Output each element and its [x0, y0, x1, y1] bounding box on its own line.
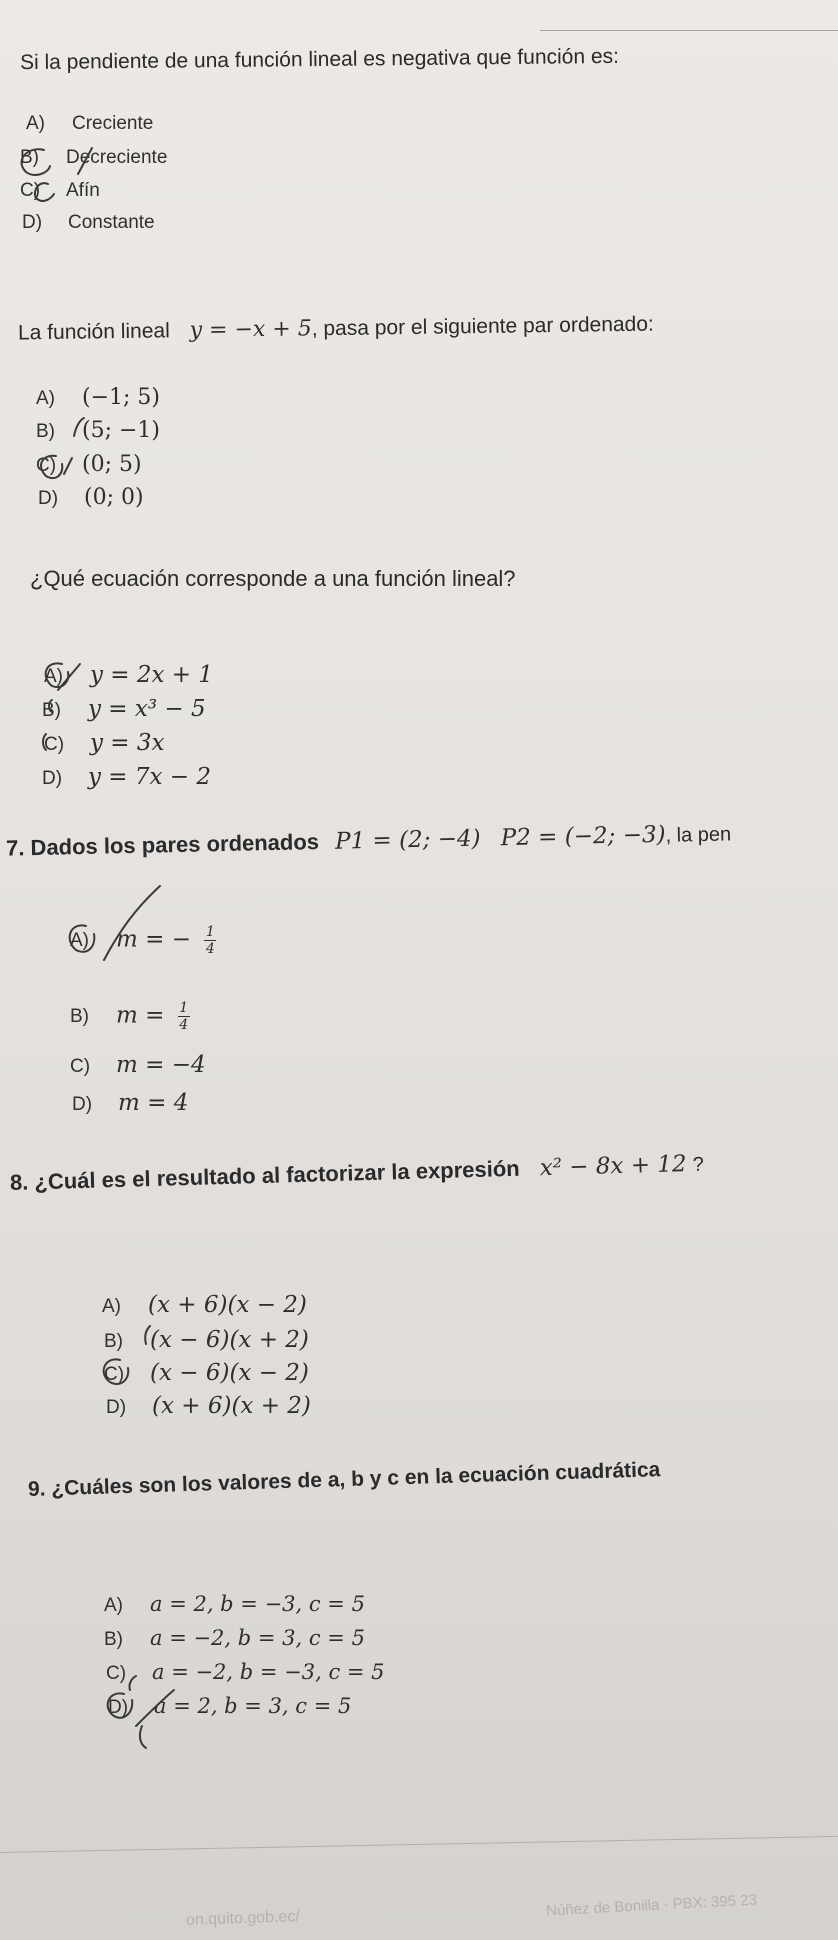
q6-title-post: , pasa por el siguiente par ordenado: — [311, 312, 654, 341]
q8-title-post: ? — [692, 1153, 705, 1176]
option-text: Creciente — [72, 113, 154, 134]
option-letter: C) — [106, 1663, 127, 1684]
option-text: a = 2, b = −3, c = 5 — [150, 1592, 365, 1616]
option-text: (x − 6)(x − 2) — [150, 1360, 309, 1386]
q8-title-pre: 8. ¿Cuál es el resultado al factorizar la expresión — [9, 1155, 520, 1195]
q6-equation: y = −x + 5 — [189, 316, 312, 344]
q7-option-a[interactable] — [70, 924, 216, 957]
fraction-lhs: m = − — [116, 926, 191, 953]
q9-option-a[interactable] — [104, 1592, 365, 1617]
option-text: Constante — [68, 212, 155, 233]
q5-option-a[interactable] — [26, 113, 153, 135]
qeq-option-b[interactable] — [42, 696, 206, 722]
option-letter: D) — [42, 768, 63, 789]
q6-title — [18, 312, 654, 346]
fraction-numerator: 1 — [179, 1000, 189, 1016]
q-equation-title: ¿Qué ecuación corresponde a una función lineal? — [30, 566, 516, 591]
q5-option-c[interactable] — [20, 180, 100, 202]
option-text: Afín — [66, 180, 100, 201]
option-text: Decreciente — [66, 147, 168, 168]
qeq-option-a[interactable] — [44, 662, 213, 688]
option-text: (0; 5) — [82, 452, 142, 477]
q7-point-1: P1 = (2; −4) — [334, 825, 481, 855]
q8-title — [10, 1151, 705, 1196]
q7-title-post: , la pen — [665, 823, 732, 847]
q8-option-c[interactable] — [104, 1360, 309, 1386]
option-letter: B) — [70, 1005, 89, 1027]
option-text: (x + 6)(x + 2) — [152, 1393, 311, 1419]
q5-option-d[interactable] — [22, 212, 155, 234]
option-letter: B) — [42, 700, 61, 721]
option-letter: D) — [108, 1697, 129, 1718]
option-math — [116, 924, 216, 957]
q5-title: Si la pendiente de una función lineal es negativa que función es: — [19, 44, 620, 75]
q7-option-c[interactable] — [70, 1052, 206, 1078]
footer-url: on.quito.gob.ec/ — [185, 1908, 301, 1929]
option-letter: C) — [44, 734, 65, 755]
footer-address: Núñez de Bonilla · PBX: 395 23 — [545, 1891, 758, 1920]
option-letter: D) — [106, 1397, 127, 1418]
top-rule — [540, 30, 838, 31]
option-text: m = −4 — [116, 1052, 206, 1078]
q6-option-b[interactable] — [36, 418, 160, 443]
option-letter: D) — [22, 212, 43, 233]
q6-option-a[interactable] — [36, 385, 160, 410]
q6-option-d[interactable] — [38, 485, 144, 510]
option-letter: A) — [102, 1296, 121, 1317]
q8-option-b[interactable] — [104, 1327, 309, 1353]
fraction-denominator: 4 — [179, 1017, 189, 1033]
option-text: y = 7x − 2 — [88, 764, 212, 790]
fraction — [204, 924, 216, 957]
option-letter: A) — [70, 929, 89, 951]
option-text: a = −2, b = −3, c = 5 — [152, 1660, 385, 1684]
fraction-lhs: m = — [116, 1002, 165, 1029]
option-text: m = 4 — [118, 1090, 189, 1116]
q6-option-c[interactable] — [36, 452, 142, 477]
option-letter: B) — [36, 421, 55, 442]
option-text: (0; 0) — [84, 485, 144, 510]
option-letter: A) — [104, 1595, 123, 1616]
fraction-denominator: 4 — [205, 941, 215, 957]
option-letter: A) — [36, 388, 55, 409]
qeq-option-d[interactable] — [42, 764, 211, 790]
option-letter: B) — [104, 1629, 123, 1650]
option-letter: B) — [104, 1331, 123, 1352]
option-letter: D) — [72, 1094, 93, 1115]
q8-expression: x² − 8x + 12 — [539, 1151, 687, 1182]
option-text: (x − 6)(x + 2) — [150, 1327, 309, 1353]
option-letter: C) — [36, 455, 57, 476]
q5-option-b[interactable] — [20, 147, 167, 169]
option-letter: C) — [104, 1364, 125, 1385]
q8-option-d[interactable] — [106, 1393, 311, 1419]
fraction — [178, 1000, 190, 1033]
q9-title: 9. ¿Cuáles son los valores de a, b y c en la ecuación cuadrática — [27, 1458, 661, 1501]
q7-point-2: P2 = (−2; −3) — [500, 821, 666, 852]
option-text: (−1; 5) — [82, 385, 160, 410]
q7-title-pre: 7. Dados los pares ordenados — [5, 829, 320, 861]
q7-option-b[interactable] — [70, 1000, 190, 1033]
option-text: (x + 6)(x − 2) — [148, 1292, 307, 1318]
fraction-numerator: 1 — [205, 924, 215, 940]
pen-mark-q9-d-tail — [140, 1726, 146, 1748]
q8-option-a[interactable] — [102, 1292, 307, 1318]
q9-option-c[interactable] — [106, 1660, 385, 1685]
q7-title — [6, 820, 732, 861]
option-text: y = 2x + 1 — [90, 662, 214, 688]
q6-title-pre: La función lineal — [17, 319, 170, 345]
option-text: a = −2, b = 3, c = 5 — [150, 1626, 365, 1650]
option-text: y = x³ − 5 — [88, 696, 206, 722]
option-letter: D) — [38, 488, 59, 509]
option-letter: A) — [26, 113, 45, 134]
option-text: (5; −1) — [82, 418, 160, 443]
option-letter: A) — [44, 666, 63, 687]
q7-option-d[interactable] — [72, 1090, 188, 1116]
qeq-option-c[interactable] — [44, 730, 165, 756]
option-math — [116, 1000, 190, 1033]
option-letter: C) — [20, 180, 41, 201]
option-letter: B) — [20, 147, 39, 168]
option-text: a = 2, b = 3, c = 5 — [154, 1694, 352, 1718]
option-letter: C) — [70, 1056, 91, 1077]
option-text: y = 3x — [90, 730, 165, 756]
q9-option-b[interactable] — [104, 1626, 365, 1651]
bottom-rule — [0, 1836, 838, 1853]
q9-option-d[interactable] — [108, 1694, 351, 1719]
